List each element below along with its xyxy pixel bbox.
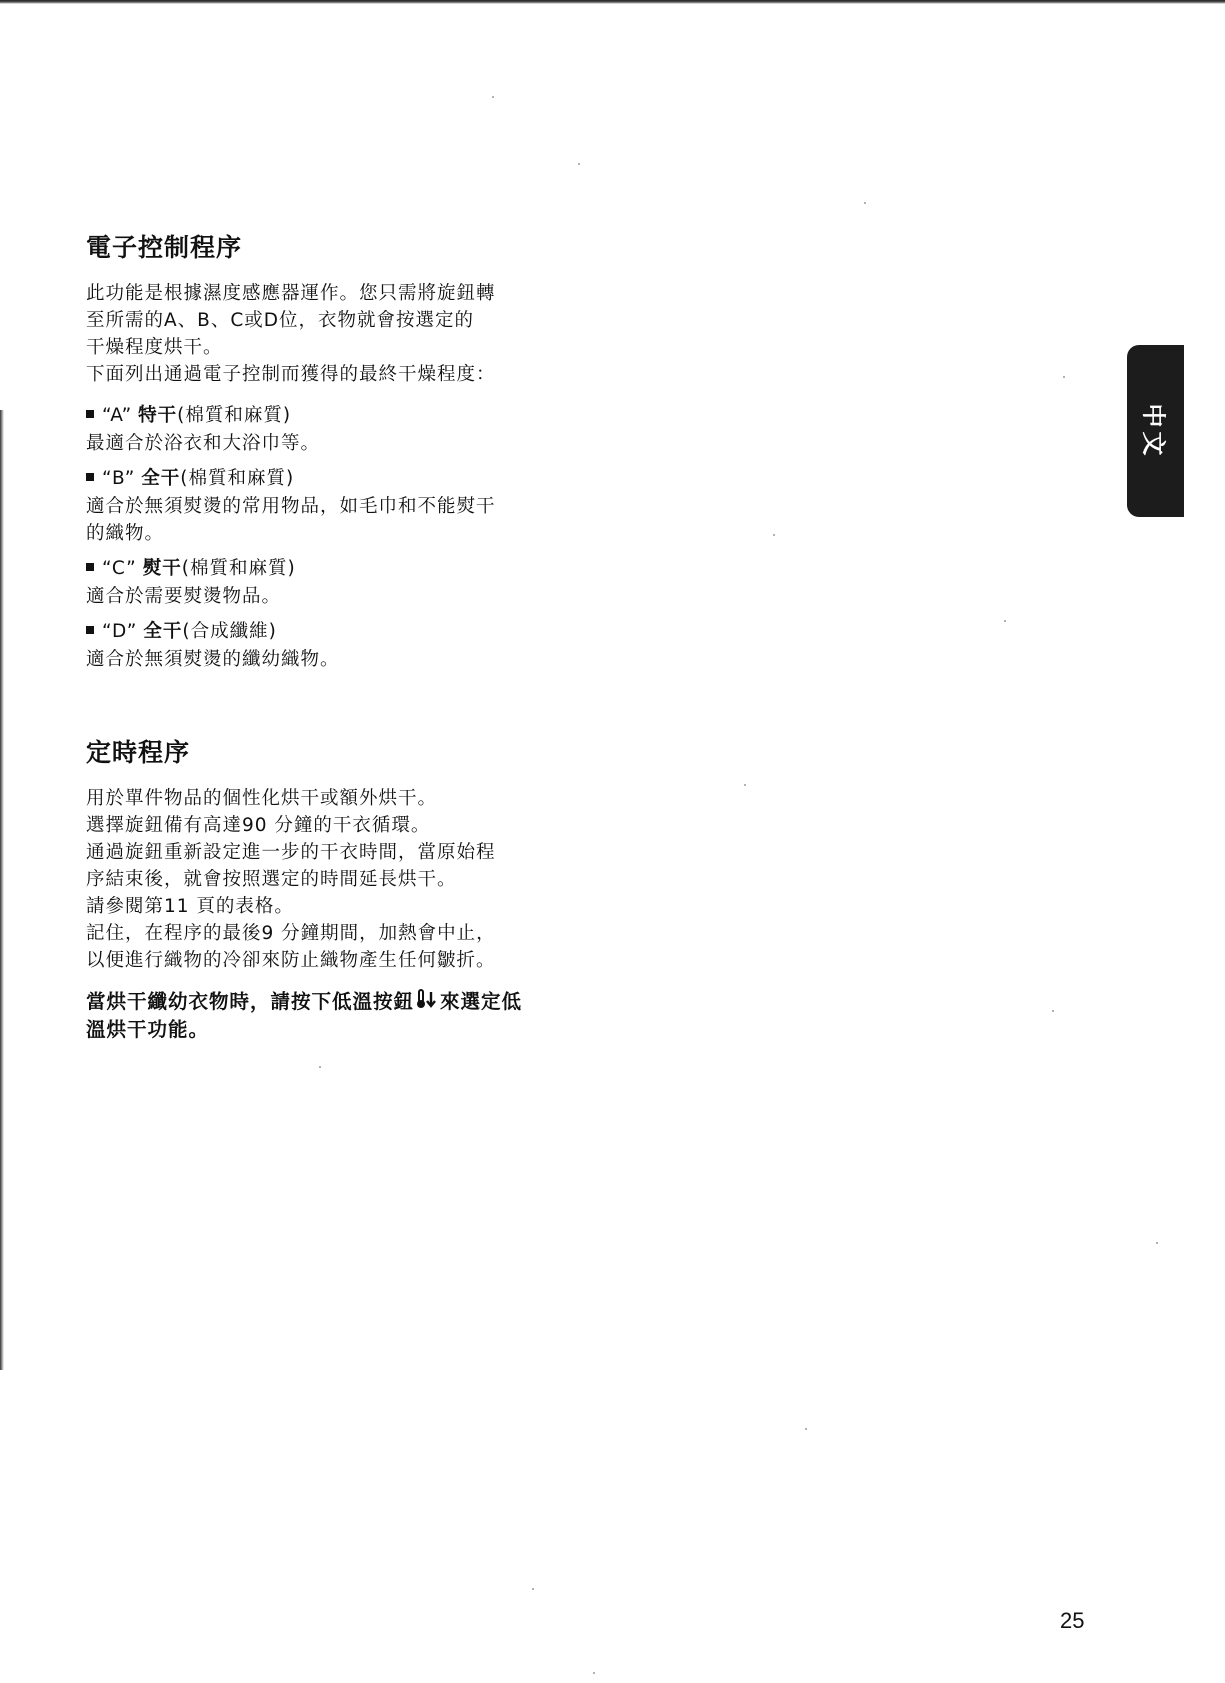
note-text: 當烘干纖幼衣物時，請按下低溫按鈕	[86, 990, 415, 1013]
body-line: 以便進行織物的冷卻來防止織物產生任何皺折。	[86, 950, 496, 971]
language-tab-label: 中文	[1139, 403, 1167, 459]
item-code: “B”	[102, 468, 136, 489]
page-content	[86, 228, 586, 1044]
dryness-level-item-d	[86, 618, 586, 673]
item-heading	[86, 618, 586, 646]
intro-line: 此功能是根據濕度感應器運作。您只需將旋鈕轉	[86, 283, 496, 304]
scan-left-edge	[0, 410, 4, 1370]
item-term: 全干	[143, 621, 183, 642]
scan-speck	[744, 784, 746, 786]
item-description: 的織物。	[86, 523, 165, 544]
section-heading-electronic-control: 電子控制程序	[86, 233, 243, 262]
dryness-level-item-c	[86, 555, 586, 610]
item-term: 熨干	[142, 558, 182, 579]
low-temperature-icon	[416, 988, 438, 1010]
scan-speck	[1052, 1010, 1054, 1012]
scan-speck	[1063, 376, 1065, 378]
note-text: 來選定低	[440, 990, 523, 1013]
section-heading-timed-program: 定時程序	[86, 738, 191, 767]
item-heading	[86, 402, 586, 430]
body-line: 請參閱第11 頁的表格。	[86, 896, 294, 917]
item-heading	[86, 555, 586, 583]
intro-paragraph	[86, 280, 586, 388]
body-line: 通過旋鈕重新設定進一步的干衣時間，當原始程	[86, 842, 496, 863]
item-fabric: (棉質和麻質)	[180, 468, 295, 489]
scan-speck	[773, 534, 775, 536]
scan-speck	[1156, 1242, 1158, 1244]
item-fabric: (棉質和麻質)	[177, 405, 292, 426]
body-line: 記住，在程序的最後9 分鐘期間，加熱會中止，	[86, 923, 496, 944]
square-bullet-icon	[86, 626, 94, 634]
intro-line: 至所需的A、B、C或D位，衣物就會按選定的	[86, 310, 475, 331]
scan-speck	[805, 1428, 807, 1430]
item-code: “C”	[102, 558, 137, 579]
scan-top-edge	[0, 0, 1225, 4]
body-line: 序結束後，就會按照選定的時間延長烘干。	[86, 869, 457, 890]
timed-program-section	[86, 733, 586, 1044]
square-bullet-icon	[86, 410, 94, 418]
note-line	[86, 988, 586, 1016]
language-tab	[1127, 345, 1184, 517]
note-line: 溫烘干功能。	[86, 1018, 210, 1041]
timed-program-paragraph	[86, 785, 586, 974]
scan-speck	[864, 202, 866, 204]
intro-line: 下面列出通過電子控制而獲得的最終干燥程度：	[86, 364, 496, 385]
dryness-level-item-b	[86, 465, 586, 547]
low-temperature-note	[86, 988, 586, 1044]
item-description: 適合於無須熨燙的纖幼織物。	[86, 649, 340, 670]
scan-speck	[492, 96, 494, 98]
square-bullet-icon	[86, 563, 94, 571]
item-description: 最適合於浴衣和大浴巾等。	[86, 433, 321, 454]
electronic-control-section	[86, 228, 586, 673]
body-line: 選擇旋鈕備有高達90 分鐘的干衣循環。	[86, 815, 431, 836]
item-description: 適合於無須熨燙的常用物品，如毛巾和不能熨干	[86, 496, 496, 517]
item-term: 特干	[138, 405, 178, 426]
dryness-level-list	[86, 402, 586, 673]
item-term: 全干	[141, 468, 181, 489]
square-bullet-icon	[86, 473, 94, 481]
scan-speck	[532, 1588, 534, 1590]
item-code: “A”	[102, 405, 133, 426]
item-fabric: (棉質和麻質)	[181, 558, 296, 579]
intro-line: 干燥程度烘干。	[86, 337, 223, 358]
item-code: “D”	[102, 621, 138, 642]
scan-speck	[319, 1066, 321, 1068]
dryness-level-item-a	[86, 402, 586, 457]
item-fabric: (合成纖維)	[182, 621, 277, 642]
scan-speck	[593, 1672, 595, 1674]
page-number: 25	[1060, 1608, 1085, 1633]
body-line: 用於單件物品的個性化烘干或額外烘干。	[86, 788, 438, 809]
item-heading	[86, 465, 586, 493]
scan-speck	[578, 163, 580, 165]
scan-speck	[1004, 620, 1006, 622]
item-description: 適合於需要熨燙物品。	[86, 586, 282, 607]
